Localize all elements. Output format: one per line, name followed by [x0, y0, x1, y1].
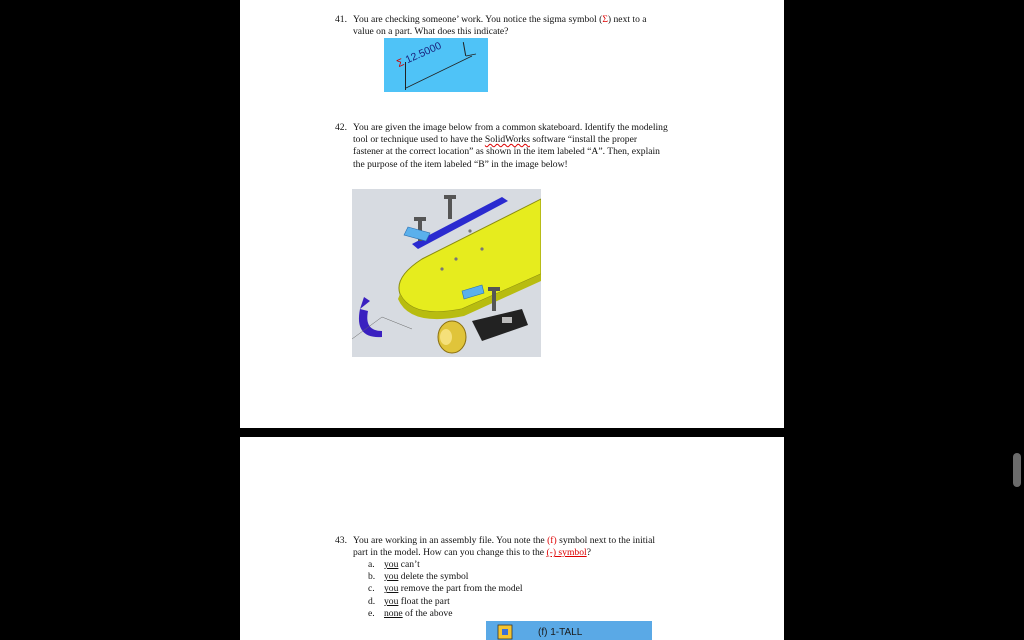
answer-choices: [368, 559, 523, 620]
skateboard-drawing: [352, 189, 541, 357]
question-text: You are given the image below from a common skateboard. Identify the modeling: [353, 122, 668, 133]
feature-tree-figure: [486, 621, 652, 640]
scrollbar-thumb[interactable]: [1013, 453, 1021, 487]
question-text: value on a part. What does this indicate?: [353, 26, 509, 38]
question-number: 41.: [335, 14, 347, 25]
question-text: fastener at the correct location” as shown in the item labeled “A”. Then, explain: [353, 146, 660, 158]
choice-b: b. you delete the symbol: [368, 571, 469, 583]
skateboard-assembly-figure: [352, 189, 541, 357]
arrow-a-icon: [404, 227, 430, 241]
sigma-symbol-text: Σ: [602, 14, 608, 25]
question-number: 42.: [335, 122, 347, 133]
choice-a: a. you can’t: [368, 559, 420, 570]
sigma-icon: Σ: [395, 56, 406, 70]
question-41: [335, 14, 715, 38]
guard-shape: [359, 309, 382, 337]
question-text: part in the model. How can you change this to the: [353, 547, 547, 559]
dimension-value: 12.5000: [403, 39, 444, 67]
part-icon: [494, 621, 524, 640]
question-42: [335, 122, 715, 171]
question-text: You are checking someone’ work. You notice the sigma symbol (: [353, 14, 603, 25]
document-page-2: [240, 437, 784, 640]
document-page-1: [240, 0, 784, 428]
feature-tree-label: (f) 1-TALL: [538, 627, 583, 638]
brand-name: SolidWorks: [484, 134, 530, 146]
question-text: software “install the proper: [529, 134, 638, 146]
choice-e: e. none of the above: [368, 607, 453, 619]
sigma-dimension-figure: [384, 38, 488, 92]
question-text: ?: [586, 547, 591, 559]
question-text: the purpose of the item labeled “B” in the image below!: [353, 158, 568, 170]
fixed-symbol-text: (f): [547, 535, 557, 546]
question-text: You are working in an assembly file. You note the: [353, 535, 548, 546]
choice-c: c. you remove the part from the model: [368, 583, 523, 595]
question-number: 43.: [335, 535, 347, 546]
truck-base: [472, 309, 528, 341]
question-text: symbol next to the initial: [556, 535, 656, 546]
question-text: ) next to a: [607, 14, 647, 25]
minus-symbol-text: (-) symbol: [546, 547, 587, 559]
choice-d: d. you float the part: [368, 595, 450, 607]
question-text: tool or technique used to have the: [353, 134, 485, 146]
question-43: [335, 535, 715, 559]
